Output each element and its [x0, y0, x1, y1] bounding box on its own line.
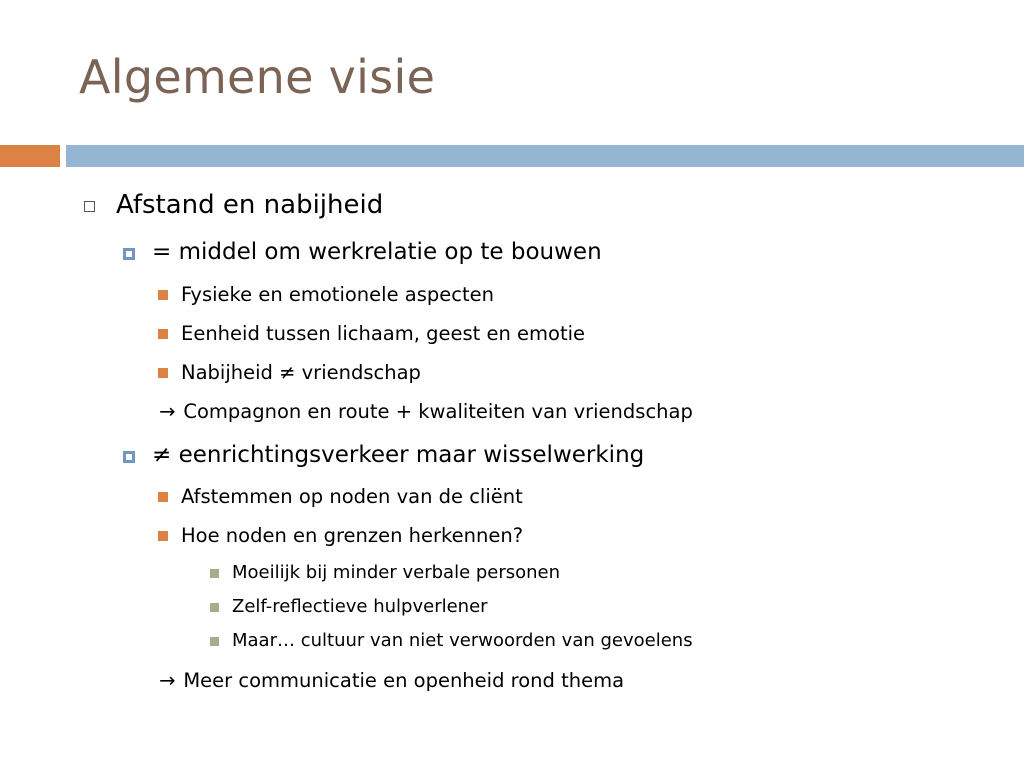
slide-title: Algemene visie — [79, 50, 436, 104]
orange-square-bullet-icon — [158, 329, 168, 339]
bullet-level4-zelf: Zelf-reflectieve hulpverlener — [232, 596, 488, 617]
orange-square-bullet-icon — [158, 368, 168, 378]
arrow-line-meer — [159, 671, 624, 691]
blue-square-bullet-icon — [123, 248, 135, 260]
arrow-line-text: Compagnon en route + kwaliteiten van vriendschap — [183, 400, 693, 423]
accent-band-blue — [66, 145, 1024, 167]
right-arrow-icon: → — [159, 669, 176, 692]
bullet-level3-hoe: Hoe noden en grenzen herkennen? — [181, 524, 524, 547]
arrow-line-text: Meer communicatie en openheid rond thema — [183, 669, 625, 692]
blue-square-bullet-icon — [123, 451, 135, 463]
accent-band-orange — [0, 145, 60, 167]
green-square-bullet-icon — [210, 637, 219, 646]
hollow-square-bullet-icon — [84, 201, 95, 212]
bullet-level2-eenrichting: ≠ eenrichtingsverkeer maar wisselwerking — [152, 442, 645, 468]
bullet-level3-eenheid: Eenheid tussen lichaam, geest en emotie — [181, 322, 586, 345]
arrow-line-compagnon — [159, 402, 693, 422]
bullet-level3-fysieke: Fysieke en emotionele aspecten — [181, 283, 494, 306]
bullet-level3-afstemmen: Afstemmen op noden van de cliënt — [181, 485, 523, 508]
orange-square-bullet-icon — [158, 290, 168, 300]
bullet-level4-moeilijk: Moeilijk bij minder verbale personen — [232, 562, 561, 583]
bullet-level1-afstand: Afstand en nabijheid — [116, 190, 384, 220]
bullet-level2-middel: = middel om werkrelatie op te bouwen — [152, 239, 602, 265]
right-arrow-icon: → — [159, 400, 176, 423]
bullet-level4-maar: Maar… cultuur van niet verwoorden van gevoelens — [232, 630, 693, 651]
bullet-level3-nabijheid: Nabijheid ≠ vriendschap — [181, 361, 421, 384]
orange-square-bullet-icon — [158, 531, 168, 541]
green-square-bullet-icon — [210, 569, 219, 578]
green-square-bullet-icon — [210, 603, 219, 612]
orange-square-bullet-icon — [158, 492, 168, 502]
